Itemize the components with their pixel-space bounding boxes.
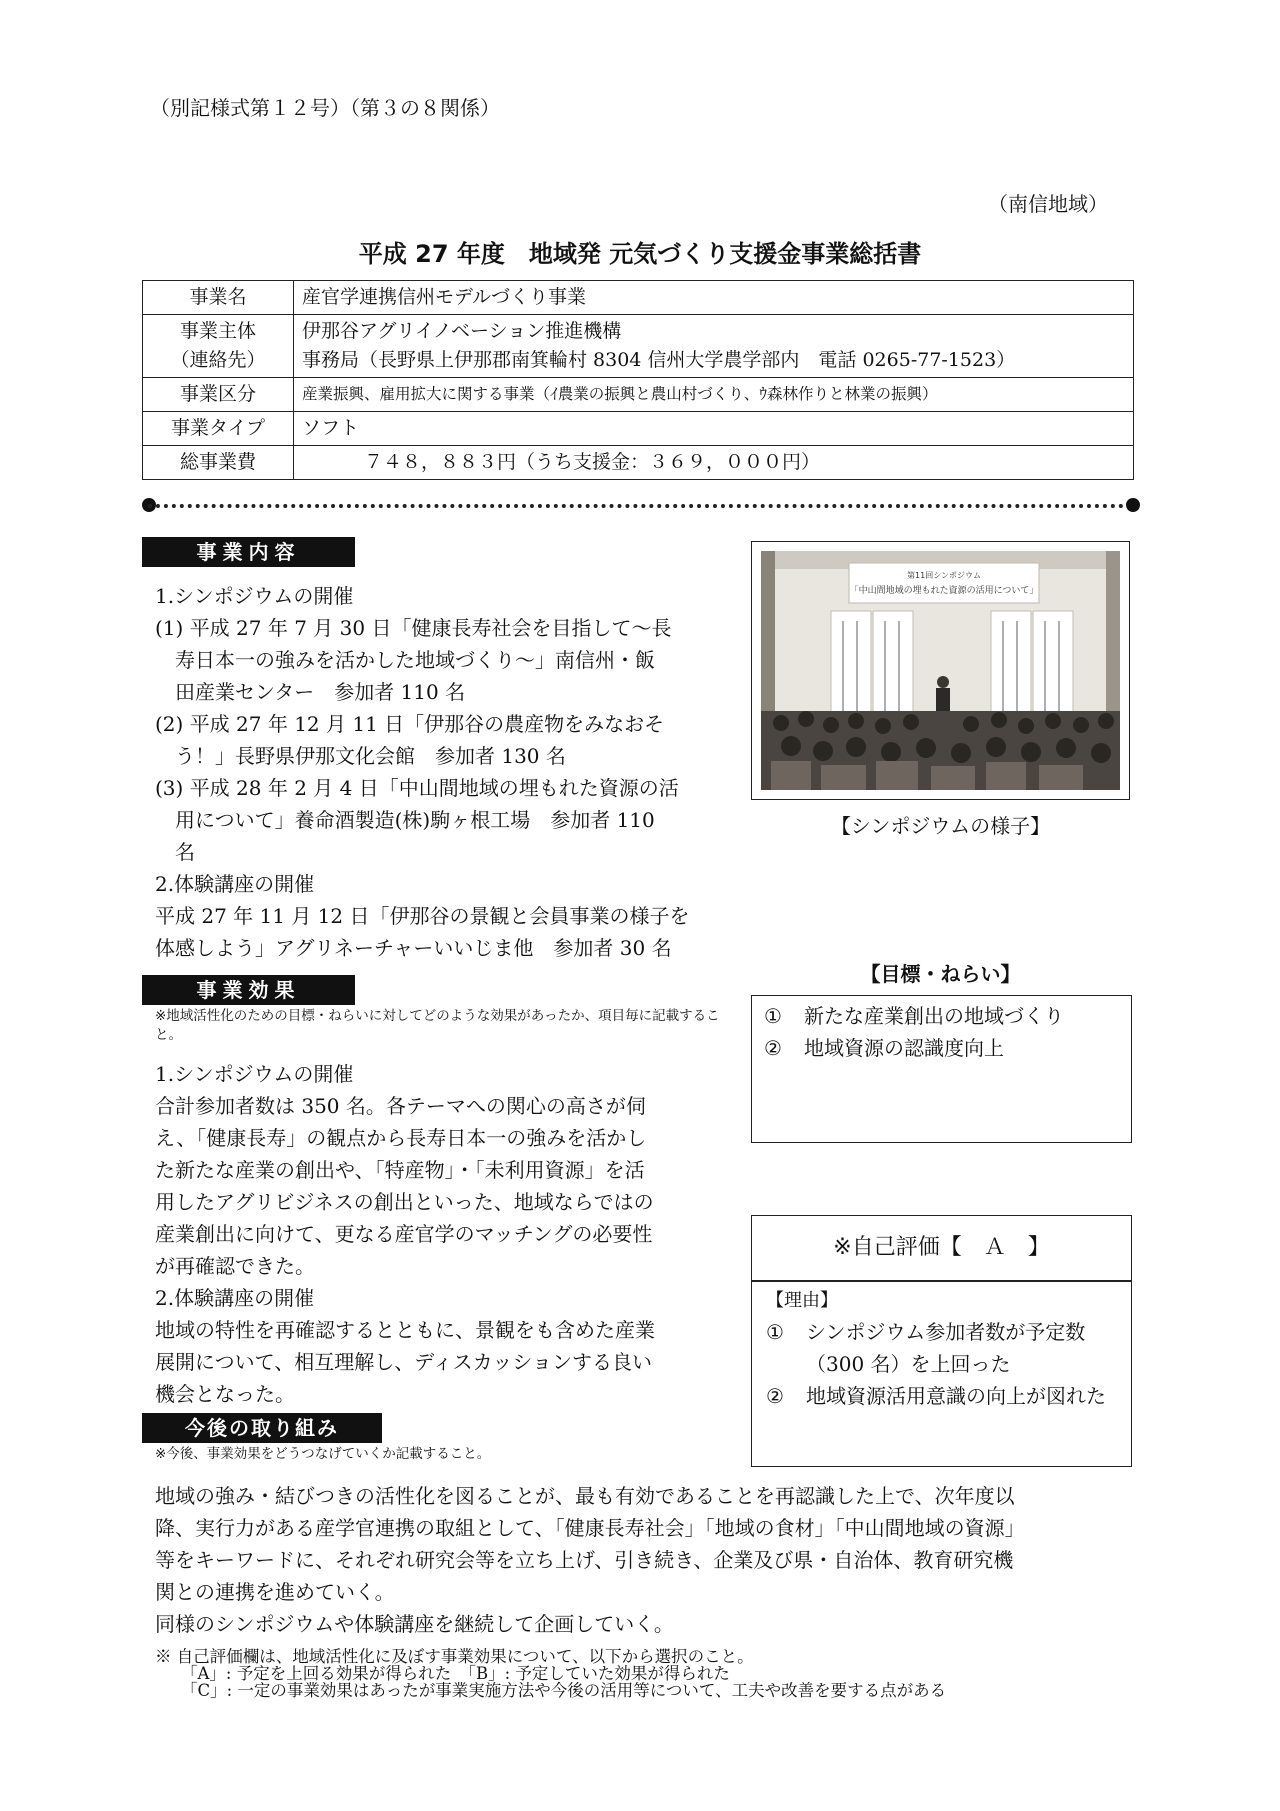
goal-item [764, 1032, 1119, 1064]
contact-label-line: （連絡先） [170, 349, 266, 371]
photo-frame [751, 541, 1130, 800]
entity-value [294, 315, 1134, 378]
text-line: 田産業センター 参加者 110 名 [175, 680, 466, 704]
text-line: え、「健康長寿」の観点から長寿日本一の強みを活かし [155, 1126, 647, 1150]
region-label: （南信地域） [988, 192, 1108, 216]
goals-title: 【目標・ねらい】 [860, 962, 1021, 986]
text-line: 合計参加者数は 350 名。各テーマへの関心の高さが伺 [155, 1094, 646, 1118]
banner-title-1: 第11回シンポジウム [907, 571, 981, 580]
type-label: 事業タイプ [143, 412, 294, 446]
text-line: 名 [175, 840, 195, 864]
photo-caption: 【シンポジウムの様子】 [830, 814, 1051, 838]
entity-label [143, 315, 294, 378]
text-line: 地域の特性を再確認するとともに、景観をも含めた産業 [155, 1318, 655, 1342]
future-text [155, 1480, 1140, 1640]
effect-text [155, 1058, 735, 1410]
category-label: 事業区分 [143, 378, 294, 412]
entity-label-line: 事業主体 [179, 320, 256, 342]
content-heading: 事業内容 [142, 537, 355, 567]
reason-text: 地域資源活用意識の向上が図れた [806, 1384, 1106, 1408]
text-line: が再確認できた。 [155, 1254, 315, 1278]
text-line: 用したアグリビジネスの創出といった、地域ならではの [155, 1190, 654, 1214]
text-line: 1.シンポジウムの開催 [155, 1062, 354, 1086]
text-line: (3) 平成 28 年 2 月 4 日「中山間地域の埋もれた資源の活 [155, 776, 679, 800]
footnote-line: 「A」: 予定を上回る効果が得られた 「B」: 予定していた効果が得られた [181, 1664, 730, 1683]
goal-text: 新たな産業創出の地域づくり [804, 1004, 1064, 1028]
cost-value: ７４８，８８３円（うち支援金：３６９，０００円） [294, 446, 1134, 480]
goals-box [751, 995, 1132, 1143]
text-line: 用について」養命酒製造(株)駒ヶ根工場 参加者 110 [175, 808, 655, 832]
text-line: (1) 平成 27 年 7 月 30 日「健康長寿社会を目指して～長 [155, 616, 672, 640]
photo-illustration [761, 551, 1120, 790]
future-heading: 今後の取り組み [142, 1413, 382, 1443]
reason-item [766, 1380, 1117, 1412]
type-value: ソフト [294, 412, 1134, 446]
category-value: 産業振興、雇用拡大に関する事業（ｲ農業の振興と農山村づくり、ｳ森林作りと林業の振興） [294, 378, 1134, 412]
page-title: 平成 27 年度 地域発 元気づくり支援金事業総括書 [358, 240, 922, 268]
entity-name: 伊那谷アグリイノベーション推進機構 [302, 320, 622, 342]
reason-title: 【理由】 [766, 1290, 838, 1311]
goal-text: 地域資源の認識度向上 [804, 1036, 1004, 1060]
table-row [143, 446, 1134, 480]
text-line: 産業創出に向けて、更なる産官学のマッチングの必要性 [155, 1222, 653, 1246]
entity-contact: 事務局（長野県上伊那郡南箕輪村 8304 信州大学農学部内 電話 0265-77-1523） [302, 349, 1016, 371]
reason-text: シンポジウム参加者数が予定数（300 名）を上回った [806, 1320, 1086, 1376]
form-reference: （別記様式第１２号）（第３の８関係） [150, 96, 500, 120]
text-line: 機会となった。 [155, 1382, 295, 1406]
goal-number: ② [764, 1036, 782, 1060]
goal-item [764, 1000, 1119, 1032]
footnote-line: ※ 自己評価欄は、地域活性化に及ぼす事業効果について、以下から選択のこと。 [155, 1647, 754, 1666]
content-text [155, 580, 735, 964]
text-line: 同様のシンポジウムや体験講座を継続して企画していく。 [155, 1612, 674, 1636]
reason-number: ② [766, 1384, 784, 1408]
text-line: 2.体験講座の開催 [155, 872, 315, 896]
cost-label: 総事業費 [143, 446, 294, 480]
dotted-divider [148, 504, 1132, 508]
footnote [155, 1648, 1140, 1699]
text-line: た新たな産業の創出や、「特産物」・「未利用資源」を活 [155, 1158, 645, 1182]
text-line: 展開について、相互理解し、ディスカッションする良い [155, 1350, 652, 1374]
effect-heading: 事業効果 [142, 975, 355, 1005]
reason-number: ① [766, 1320, 784, 1344]
text-line: う！」長野県伊那文化会館 参加者 130 名 [175, 744, 566, 768]
banner-title-2: 「中山間地域の埋もれた資源の活用について」 [849, 586, 1039, 596]
text-line: 2.体験講座の開催 [155, 1286, 315, 1310]
text-line: 地域の強み・結びつきの活性化を図ることが、最も有効であることを再認識した上で、次年度以 [155, 1484, 1015, 1508]
divider-dot-right [1126, 498, 1140, 512]
text-line: 平成 27 年 11 月 12 日「伊那谷の景観と会員事業の様子を [155, 904, 690, 928]
table-row [143, 378, 1134, 412]
text-line: 降、実行力がある産学官連携の取組として、「健康長寿社会」「地域の食材」「中山間地域の資源」 [155, 1516, 1025, 1540]
footnote-line: 「C」: 一定の事業効果はあったが事業実施方法や今後の活用等について、工夫や改善を要する点がある [181, 1681, 947, 1700]
future-note: ※今後、事業効果をどうつなげていくか記載すること。 [155, 1446, 491, 1462]
table-row [143, 412, 1134, 446]
effect-note: ※地域活性化のための目標・ねらいに対してどのような効果があったか、項目毎に記載すること。 [155, 1008, 720, 1043]
self-eval-box: ※自己評価【 Ａ 】 [751, 1215, 1132, 1281]
text-line: 体感しよう」アグリネーチャーいいじま他 参加者 30 名 [155, 936, 672, 960]
symposium-photo [761, 551, 1120, 790]
goal-number: ① [764, 1004, 782, 1028]
table-row [143, 281, 1134, 315]
text-line: (2) 平成 27 年 12 月 11 日「伊那谷の農産物をみなおそ [155, 712, 665, 736]
text-line: 1.シンポジウムの開催 [155, 584, 354, 608]
text-line: 等をキーワードに、それぞれ研究会等を立ち上げ、引き続き、企業及び県・自治体、教育研究機 [155, 1548, 1014, 1572]
reason-item [766, 1316, 1117, 1380]
project-info-table [142, 280, 1134, 480]
table-row [143, 315, 1134, 378]
text-line: 寿日本一の強みを活かした地域づくり～」南信州・飯 [175, 648, 655, 672]
project-name-value: 産官学連携信州モデルづくり事業 [294, 281, 1134, 315]
reason-box [751, 1281, 1132, 1467]
project-name-label: 事業名 [143, 281, 294, 315]
text-line: 関との連携を進めていく。 [155, 1580, 395, 1604]
